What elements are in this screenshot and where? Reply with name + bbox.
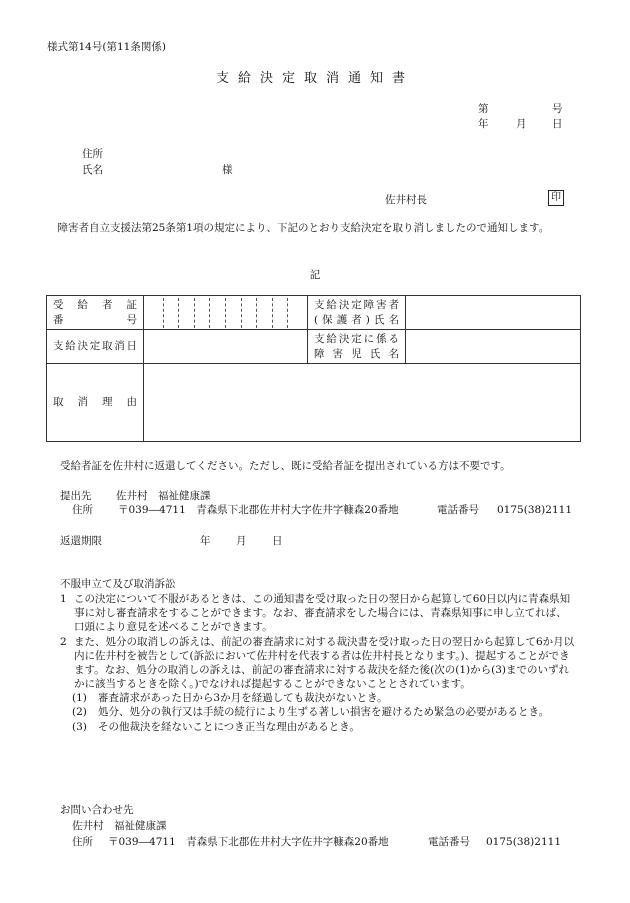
submit-label: 提出先 (60, 490, 92, 502)
list-item: (3) その他裁決を経ないことにつき正当な理由があるとき。 (72, 720, 360, 733)
form-number: 様式第14号(第11条関係) (47, 41, 166, 53)
reason-value (144, 364, 581, 442)
submit-phone: 0175(38)2111 (497, 504, 572, 516)
seal-mark: 印 (548, 190, 564, 206)
cert-number-label: 受 給 者 証 番 号 (47, 296, 144, 330)
decision-person-value (406, 296, 581, 330)
table-row (47, 330, 581, 364)
issuer-title: 佐井村長 (385, 194, 427, 206)
child-name-label: 支給決定に係る 障 害 児 氏 名 (308, 330, 406, 364)
year-label: 年 (478, 118, 489, 130)
cancel-date-label: 支給決定取消日 (47, 330, 144, 364)
contact-address-label: 住所 (72, 836, 93, 848)
reason-label: 取 消 理 由 (47, 364, 144, 442)
contact-dept: 佐井村 福祉健康課 (72, 820, 167, 832)
deadline-month: 月 (236, 535, 247, 547)
day-label: 日 (552, 118, 563, 130)
table-row (47, 364, 581, 442)
list-item: 1 この決定について不服があるときは、この通知書を受け取った日の翌日から起算して60日以内に青森県知事に対し審査請求をすることができます。なお、審査請求をした場合には、青森県知事に申し立てれば、口頭により意見を述べることができます。 (60, 593, 571, 634)
recipient-address-label: 住所 (82, 148, 103, 160)
submit-address-label: 住所 (72, 504, 93, 516)
decision-person-label: 支給決定障害者 (保護者)氏名 (308, 296, 406, 330)
list-item: (2) 処分、処分の執行又は手続の続行により生ずる著しい損害を避けるため緊急の必要があるとき。 (72, 706, 550, 719)
cert-number-cells (144, 296, 308, 330)
contact-phone: 0175(38)2111 (486, 836, 561, 848)
contact-phone-label: 電話番号 (428, 836, 470, 848)
cancel-date-value (144, 330, 308, 364)
decision-table (46, 295, 581, 442)
deadline-year: 年 (200, 535, 211, 547)
honorific: 様 (222, 164, 233, 176)
recipient-name-label: 氏名 (82, 164, 103, 176)
number-suffix: 号 (552, 103, 563, 115)
submit-phone-label: 電話番号 (437, 504, 479, 516)
return-note: 受給者証を佐井村に返還してください。ただし、既に受給者証を提出されている方は不要です。 (60, 460, 511, 472)
contact-heading: お問い合わせ先 (60, 804, 134, 816)
submit-dept: 佐井村 福祉健康課 (116, 490, 211, 502)
appeal-items (60, 592, 575, 734)
list-item: 2 また、処分の取消しの訴えは、前記の審査請求に対する裁決書を受け取った日の翌日から起算して6か月以内に佐井村を被告として(訴訟において佐井村を代表する者は佐井村長となります。)、提起することができます。なお、処分の取消しの訴えは、前記の審査請求に対する裁決を経た後(次の(1)から(3)までのいずれかに該当するときを除く。)でなければ提起することができないこととされています。 (60, 635, 575, 691)
child-name-value (406, 330, 581, 364)
month-label: 月 (516, 118, 527, 130)
appeal-heading: 不服申立て及び取消訴訟 (60, 578, 176, 590)
deadline-day: 日 (272, 535, 283, 547)
list-item: (1) 審査請求があった日から3か月を経過しても裁決がないとき。 (72, 692, 388, 705)
table-row (47, 296, 581, 330)
intro-paragraph: 障害者自立支援法第25条第1項の規定により、下記のとおり支給決定を取り消しましたので通知します。 (57, 222, 550, 234)
document-title: 支給決定取消通知書 (215, 71, 414, 86)
contact-address: 〒039―4711 青森県下北郡佐井村大字佐井字糠森20番地 (108, 836, 389, 848)
submit-address: 〒039―4711 青森県下北郡佐井村大字佐井字糠森20番地 (118, 504, 399, 516)
number-prefix: 第 (478, 103, 489, 115)
deadline-label: 返還期限 (60, 535, 102, 547)
ki-heading: 記 (309, 269, 321, 281)
